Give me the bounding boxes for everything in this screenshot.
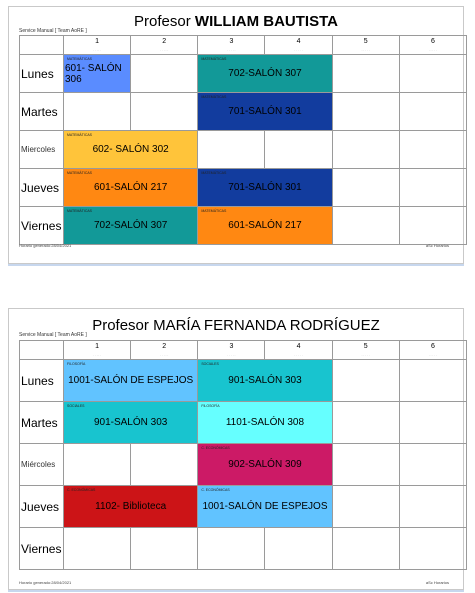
schedule-panel-maria	[8, 308, 464, 590]
class-block[interactable]: MATEMÁTICAS 702-SALÓN 307	[64, 207, 198, 245]
empty-slot	[399, 444, 466, 486]
footer-generated: Horario generado:28/04/2021	[19, 580, 72, 585]
empty-slot	[332, 402, 399, 444]
empty-slot	[332, 528, 399, 570]
empty-slot	[265, 528, 332, 570]
period-header: 3 · · · · ·	[198, 36, 265, 55]
day-row	[20, 169, 467, 207]
day-row	[20, 486, 467, 528]
empty-slot	[332, 444, 399, 486]
empty-slot	[332, 131, 399, 169]
empty-slot	[332, 360, 399, 402]
empty-slot	[64, 444, 131, 486]
timetable-grid	[19, 35, 467, 245]
day-label: Martes	[20, 402, 64, 444]
schedule-panel-william	[8, 6, 464, 264]
empty-slot	[399, 486, 466, 528]
empty-slot	[399, 402, 466, 444]
day-row	[20, 207, 467, 245]
footer-brand: aSc Horarios	[425, 580, 449, 585]
empty-slot	[399, 131, 466, 169]
day-label: Lunes	[20, 55, 64, 93]
day-row	[20, 528, 467, 570]
day-label: Jueves	[20, 169, 64, 207]
empty-slot	[198, 528, 265, 570]
day-row	[20, 93, 467, 131]
empty-slot	[399, 207, 466, 245]
period-header: 5 · · · · ·	[332, 341, 399, 360]
teacher-name: MARÍA FERNANDA RODRÍGUEZ	[153, 317, 380, 334]
header-row	[20, 36, 467, 55]
period-header: 1 · · · · ·	[64, 341, 131, 360]
period-header: 6 · · · · ·	[399, 341, 466, 360]
class-block[interactable]: MATEMÁTICAS 601-SALÓN 217	[64, 169, 198, 207]
empty-slot	[399, 360, 466, 402]
class-block[interactable]: MATEMÁTICAS 701-SALÓN 301	[198, 169, 332, 207]
footer-generated: Horario generado:28/04/2021	[19, 243, 72, 248]
empty-slot	[332, 169, 399, 207]
empty-slot	[131, 55, 198, 93]
empty-slot	[399, 169, 466, 207]
header-row	[20, 341, 467, 360]
day-label: Miercoles	[20, 131, 64, 169]
period-header: 2 · · · · ·	[131, 341, 198, 360]
empty-slot	[332, 207, 399, 245]
empty-slot	[131, 93, 198, 131]
day-row	[20, 360, 467, 402]
period-header: 4 · · · · ·	[265, 36, 332, 55]
empty-slot	[399, 55, 466, 93]
corner-cell	[20, 36, 64, 55]
subtitle: Service Manual [ Team AoRE ]	[19, 28, 87, 34]
class-block[interactable]: C. ECONÓMICAS 1001-SALÓN DE ESPEJOS	[198, 486, 332, 528]
class-block[interactable]: FILOSOFÍA 1001-SALÓN DE ESPEJOS	[64, 360, 198, 402]
class-block[interactable]: MATEMÁTICAS 702-SALÓN 307	[198, 55, 332, 93]
class-block[interactable]: MATEMÁTICAS 601-SALÓN 217	[198, 207, 332, 245]
empty-slot	[198, 131, 265, 169]
empty-slot	[332, 55, 399, 93]
empty-slot	[265, 131, 332, 169]
class-block[interactable]: SOCIALES 901-SALÓN 303	[198, 360, 332, 402]
empty-slot	[332, 93, 399, 131]
day-label: Viernes	[20, 528, 64, 570]
timetable-grid	[19, 340, 467, 570]
empty-slot	[332, 486, 399, 528]
class-block[interactable]: MATEMÁTICAS 601- SALÓN 306	[64, 55, 131, 93]
class-block[interactable]: MATEMÁTICAS 701-SALÓN 301	[198, 93, 332, 131]
empty-slot	[64, 528, 131, 570]
empty-slot	[64, 93, 131, 131]
day-row	[20, 55, 467, 93]
footer-brand: aSc Horarios	[425, 243, 449, 248]
day-label: Martes	[20, 93, 64, 131]
day-row	[20, 402, 467, 444]
day-label: Miércoles	[20, 444, 64, 486]
empty-slot	[399, 93, 466, 131]
day-row	[20, 444, 467, 486]
period-header: 2 · · · · ·	[131, 36, 198, 55]
period-header: 4 · · · · ·	[265, 341, 332, 360]
class-block[interactable]: MATEMÁTICAS 602- SALÓN 302	[64, 131, 198, 169]
day-label: Jueves	[20, 486, 64, 528]
class-block[interactable]: C. ECONÓMICAS 902-SALÓN 309	[198, 444, 332, 486]
corner-cell	[20, 341, 64, 360]
period-header: 5 · · · · ·	[332, 36, 399, 55]
period-header: 3 · · · · ·	[198, 341, 265, 360]
title-prefix: Profesor	[92, 317, 149, 334]
teacher-name: WILLIAM BAUTISTA	[194, 13, 338, 30]
empty-slot	[399, 528, 466, 570]
empty-slot	[131, 528, 198, 570]
day-label: Viernes	[20, 207, 64, 245]
period-header: 6 · · · · ·	[399, 36, 466, 55]
class-block[interactable]: C. ECONÓMICAS 1102- Biblioteca	[64, 486, 198, 528]
subtitle: Service Manual [ Team AoRE ]	[19, 332, 87, 338]
day-label: Lunes	[20, 360, 64, 402]
class-block[interactable]: SOCIALES 901-SALÓN 303	[64, 402, 198, 444]
day-row	[20, 131, 467, 169]
class-block[interactable]: FILOSOFÍA 1101-SALÓN 308	[198, 402, 332, 444]
title-prefix: Profesor	[134, 13, 191, 30]
period-header: 1 · · · · ·	[64, 36, 131, 55]
empty-slot	[131, 444, 198, 486]
